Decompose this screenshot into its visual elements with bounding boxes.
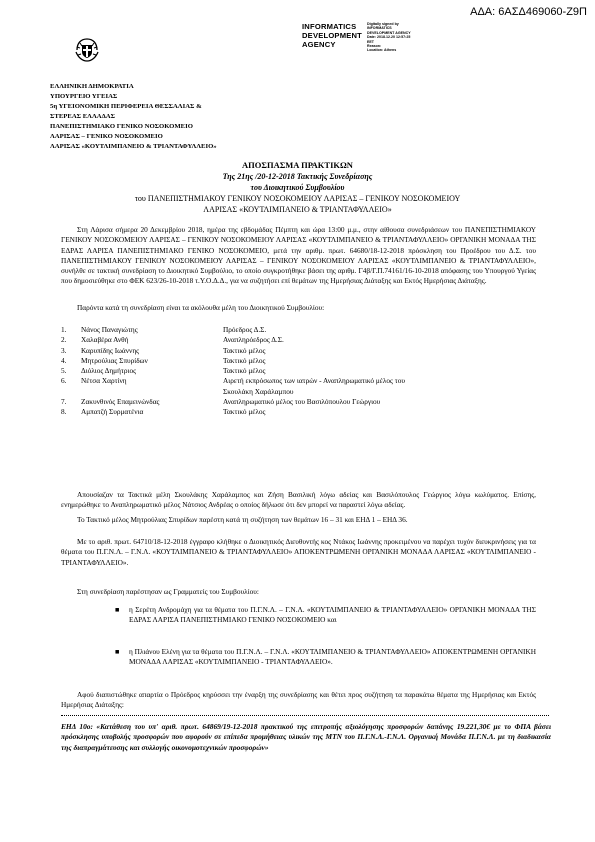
digital-signature-stamp xyxy=(302,22,427,53)
agenda-item-paragraph: ΕΗΔ 10ο: «Κατάθεση του υπ' αριθ. πρωτ. 64869/19-12-2018 πρακτικού της επιτροπής αξιολόγησης προσφορών δαπάνης 19.221,30€ με το ΦΠΑ βάσει πρόσκλησης υποβολής προσφορών που αφορούν σε επίπεδα προμήθειας υλικών της ΜΤΝ του Π.Γ.Ν.Λ.-Γ.Ν.Λ. Οργανική Μονάδα Π.Γ.Ν.Λ. με τη διαδικασία της διαπραγμάτευσης και συλλογής οικονομοτεχνικών προσφορών» xyxy=(61,722,551,752)
list-item: 2. Χαλαβέρα Ανθή Αναπληρόεδρος Δ.Σ. xyxy=(61,335,284,345)
present-members-title: Παρόντα κατά τη συνεδρίαση είναι τα ακόλουθα μέλη του Διοικητικού Συμβουλίου: xyxy=(77,303,325,312)
secretaries-title: Στη συνεδρίαση παρέστησαν ως Γραμματείς του Συμβουλίου: xyxy=(77,587,259,596)
signature-line-2: DEVELOPMENT xyxy=(302,31,363,40)
list-item: 3. Καρυπίδης Ιωάννης Τακτικό μέλος xyxy=(61,345,266,355)
bullet-icon: ■ xyxy=(115,647,120,656)
absent-members-paragraph: Απουσίαζαν τα Τακτικά μέλη Σκουλάκης Χαράλαμπος και Ζήση Βασιλική λόγω αδείας και Βασιλόπουλος Γεώργιος λόγω κωλύματος. Επίσης, ενημερώθηκε το Αναπληρωματικό μέλος Νάτσιος Ανδρέας ο οποίος δήλωσε ότι δεν μπορεί να παραστεί λόγω αδείας. xyxy=(61,490,536,510)
title-line-5: ΛΑΡΙΣΑΣ «ΚΟΥΤΛΙΜΠΑΝΕΙΟ & ΤΡΙΑΝΤΑΦΥΛΛΕΙΟ» xyxy=(203,205,392,214)
greek-emblem-icon xyxy=(74,37,100,63)
org-line-3: 5η ΥΓΕΙΟΝΟΜΙΚΗ ΠΕΡΙΦΕΡΕΙΑ ΘΕΣΣΑΛΙΑΣ & xyxy=(50,103,202,110)
signature-line-1: INFORMATICS xyxy=(302,22,357,31)
secretary-item-1: ■ η Σερέτη Ανδρομάχη για τα θέματα του Π.Γ.Ν.Λ. – Γ.Ν.Λ. «ΚΟΥΤΛΙΜΠΑΝΕΙΟ & ΤΡΙΑΝΤΑΦΥΛΛΕΙΟ» ΟΡΓΑΝΙΚΗ ΜΟΝΑΔΑ ΤΗΣ ΕΔΡΑΣ ΛΑΡΙΣΑ ΠΑΝΕΠΙΣΤΗΜΙΑΚΟ ΓΕΝΙΚΟ ΝΟΣΟΚΟΜΕΙΟ και xyxy=(115,605,536,625)
org-line-6: ΛΑΡΙΣΑΣ – ΓΕΝΙΚΟ ΝΟΣΟΚΟΜΕΙΟ xyxy=(50,133,163,140)
list-item: 8. Αμπατζή Συρματένια Τακτικό μέλος xyxy=(61,407,266,417)
list-item: 5. Διόλιος Δημήτριος Τακτικό μέλος xyxy=(61,366,266,376)
org-line-1: ΕΛΛΗΝΙΚΗ ΔΗΜΟΚΡΑΤΙΑ xyxy=(50,83,134,90)
signature-detail-5: EET xyxy=(367,39,375,44)
org-line-2: ΥΠΟΥΡΓΕΙΟ ΥΓΕΙΑΣ xyxy=(50,93,118,100)
org-line-4: ΣΤΕΡΕΑΣ ΕΛΛΑΔΑΣ xyxy=(50,113,115,120)
signature-detail-4: Date: 2018.12.20 12:57:25 xyxy=(367,35,411,40)
org-line-5: ΠΑΝΕΠΙΣΤΗΜΙΑΚΟ ΓΕΝΙΚΟ ΝΟΣΟΚΟΜΕΙΟ xyxy=(50,123,193,130)
invitation-paragraph: Με το αριθ. πρωτ. 64710/18-12-2018 έγγραφο κλήθηκε ο Διοικητικός Διευθυντής κος Ντάκος Ιωάννης προκειμένου να παρέχει τυχόν διευκρινήσεις για τα θέματα του Π.Γ.Ν.Λ. – Γ.Ν.Λ. «ΚΟΥΤΛΙΜΠΑΝΕΙΟ & ΤΡΙΑΝΤΑΦΥΛΛΕΙΟ» ΑΠΟΚΕΝΤΡΩΜΕΝΗ ΟΡΓΑΝΙΚΗ ΜΟΝΑΔΑ ΛΑΡΙΣΑΣ «ΚΟΥΤΛΙΜΠΑΝΕΙΟ - ΤΡΙΑΝΤΑΦΥΛΛΕΙΟ». xyxy=(61,537,536,567)
signature-detail-7: Location: Athens xyxy=(367,48,397,53)
closing-paragraph: Αφού διαπιστώθηκε απαρτία ο Πρόεδρος κηρύσσει την έναρξη της συνεδρίασης και θέτει προς συζήτηση τα παρακάτω θέματα της Ημερήσιας και Εκτός Ημερήσιας Διάταξης: xyxy=(61,690,536,710)
title-line-3: του Διοικητικού Συμβουλίου xyxy=(250,183,345,192)
document-title xyxy=(0,160,595,215)
partial-attendance-paragraph: Το Τακτικό μέλος Μητρούλιας Σπυρίδων παρέστη κατά τη συζήτηση των θεμάτων 16 – 31 και ΕΗΔ 1 – ΕΗΔ 36. xyxy=(77,515,408,524)
title-line-2: Της 21ης /20-12-2018 Τακτικής Συνεδρίασης xyxy=(222,172,373,181)
title-line-1: ΑΠΟΣΠΑΣΜΑ ΠΡΑΚΤΙΚΩΝ xyxy=(242,160,353,170)
signature-detail-1: Digitally signed by xyxy=(367,22,399,26)
signature-detail-6: Reason: xyxy=(367,44,382,49)
title-line-4: του ΠΑΝΕΠΙΣΤΗΜΙΑΚΟΥ ΓΕΝΙΚΟΥ ΝΟΣΟΚΟΜΕΙΟΥ ΛΑΡΙΣΑΣ – ΓΕΝΙΚΟΥ ΝΟΣΟΚΟΜΕΙΟΥ xyxy=(134,194,461,203)
organization-header xyxy=(50,82,217,152)
org-line-7: ΛΑΡΙΣΑΣ «ΚΟΥΤΛΙΜΠΑΝΕΙΟ & ΤΡΙΑΝΤΑΦΥΛΛΕΙΟ» xyxy=(50,143,217,150)
list-item: 1. Νάνος Παναγιώτης Πρόεδρος Δ.Σ. xyxy=(61,325,267,334)
dotted-divider xyxy=(61,715,549,716)
signature-detail-3: DEVELOPMENT AGENCY xyxy=(367,30,411,35)
intro-paragraph: Στη Λάρισα σήμερα 20 Δεκεμβρίου 2018, ημέρα της εβδομάδας Πέμπτη και ώρα 13:00 μ.μ., στην αίθουσα συνεδριάσεων του ΠΑΝΕΠΙΣΤΗΜΙΑΚΟΥ ΓΕΝΙΚΟΥ ΝΟΣΟΚΟΜΕΙΟΥ ΛΑΡΙΣΑΣ – ΓΕΝΙΚΟΥ ΝΟΣΟΚΟΜΕΙΟΥ ΛΑΡΙΣΑΣ «ΚΟΥΤΛΙΜΠΑΝΕΙΟ & ΤΡΙΑΝΤΑΦΥΛΛΕΙΟ» ΟΡΓΑΝΙΚΗ ΜΟΝΑΔΑ ΤΗΣ ΕΔΡΑΣ ΛΑΡΙΣΑ ΠΑΝΕΠΙΣΤΗΜΙΑΚΟ ΓΕΝΙΚΟ ΝΟΣΟΚΟΜΕΙΟ, μετά την αριθμ. πρωτ. 64680/18-12-2018 πρόσκληση του Προέδρου του Δ.Σ. του ΠΑΝΕΠΙΣΤΗΜΙΑΚΟΥ ΓΕΝΙΚΟΥ ΝΟΣΟΚΟΜΕΙΟΥ ΛΑΡΙΣΑΣ – ΓΕΝΙΚΟΥ ΝΟΣΟΚΟΜΕΙΟΥ ΛΑΡΙΣΑΣ «ΚΟΥΤΛΙΜΠΑΝΕΙΟ & ΤΡΙΑΝΤΑΦΥΛΛΕΙΟ», συνήλθε σε τακτική συνεδρίαση το Διοικητικό Συμβούλιο, το οποίο συγκροτήθηκε βάσει της αριθμ. Γ4β/Γ.Π.74161/16-10-2018 απόφασης του Υπουργού Υγείας που δημοσιεύθηκε στο ΦΕΚ 623/26-10-2018 τ.Υ.Ο.Δ.Δ., για να συζητήσει επί θεμάτων της Ημερήσιας Διάταξης και Εκτός Ημερήσιας Διάταξης. xyxy=(61,225,536,286)
signature-detail-2: INFORMATICS xyxy=(367,26,392,31)
ada-code: ΑΔΑ: 6ΑΣΔ469060-Ζ9Π xyxy=(470,6,587,18)
members-list xyxy=(61,325,523,418)
list-item: 6. Νέτσα Χαρτίνη Αιρετή εκπρόσωπος των ιατρών - Αναπληρωματικό μέλος του Σκουλάκη Χαράλαμπου xyxy=(61,376,405,396)
list-item: 7. Ζακυνθινός Επαμεινώνδας Αναπληρωματικό μέλος του Βασιλόπουλου Γεώργιου xyxy=(61,397,381,407)
signature-line-3: AGENCY xyxy=(302,40,336,49)
secretary-item-2: ■ η Πλιάνου Ελένη για τα θέματα του Π.Γ.Ν.Λ. – Γ.Ν.Λ. «ΚΟΥΤΛΙΜΠΑΝΕΙΟ & ΤΡΙΑΝΤΑΦΥΛΛΕΙΟ» ΑΠΟΚΕΝΤΡΩΜΕΝΗ ΟΡΓΑΝΙΚΗ ΜΟΝΑΔΑ ΛΑΡΙΣΑΣ «ΚΟΥΤΛΙΜΠΑΝΕΙΟ - ΤΡΙΑΝΤΑΦΥΛΛΕΙΟ». xyxy=(115,647,536,667)
bullet-icon: ■ xyxy=(115,605,120,614)
list-item: 4. Μητρούλιας Σπυρίδων Τακτικό μέλος xyxy=(61,355,266,365)
